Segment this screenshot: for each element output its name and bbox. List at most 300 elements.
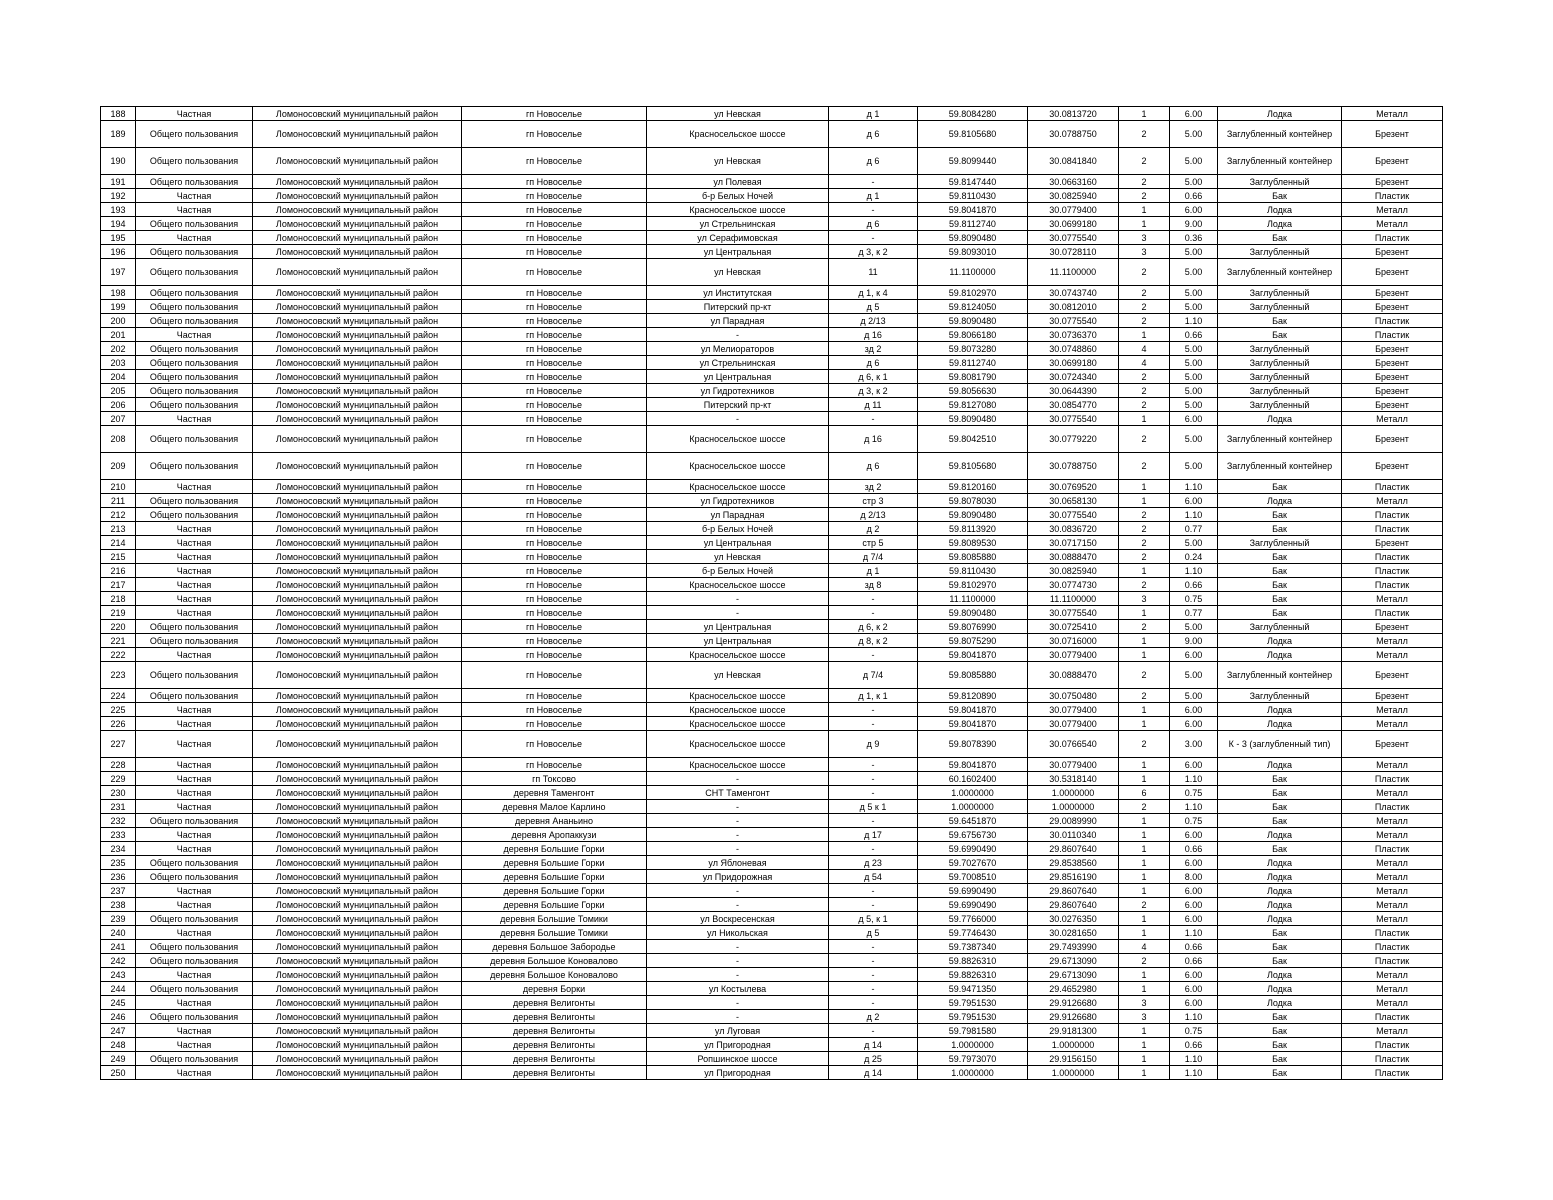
table-row [101,328,1443,342]
row-number-cell: 248 [101,1038,136,1052]
house-cell: д 1 [829,107,918,121]
row-number-cell: 198 [101,286,136,300]
latitude-cell: 59.8041870 [918,703,1028,717]
latitude-cell: 59.7766000 [918,912,1028,926]
volume-cell: 6.00 [1170,648,1218,662]
table-row [101,800,1443,814]
latitude-cell: 59.8090480 [918,606,1028,620]
settlement-cell: гп Новоселье [462,203,647,217]
longitude-cell: 30.0724340 [1028,370,1119,384]
volume-cell: 6.00 [1170,884,1218,898]
street-cell: ул Парадная [647,314,829,328]
volume-cell: 8.00 [1170,870,1218,884]
settlement-cell: гп Новоселье [462,356,647,370]
count-cell: 2 [1119,453,1170,480]
container-type-cell: Бак [1218,954,1342,968]
house-cell: д 1, к 4 [829,286,918,300]
district-cell: Ломоносовский муниципальный район [253,328,462,342]
container-type-cell: Бак [1218,1038,1342,1052]
row-number-cell: 188 [101,107,136,121]
district-cell: Ломоносовский муниципальный район [253,398,462,412]
street-cell: Питерский пр-кт [647,300,829,314]
district-cell: Ломоносовский муниципальный район [253,508,462,522]
longitude-cell: 30.0841840 [1028,148,1119,175]
count-cell: 1 [1119,634,1170,648]
table-row [101,314,1443,328]
volume-cell: 0.75 [1170,592,1218,606]
volume-cell: 0.36 [1170,231,1218,245]
district-cell: Ломоносовский муниципальный район [253,968,462,982]
row-number-cell: 242 [101,954,136,968]
volume-cell: 5.00 [1170,356,1218,370]
count-cell: 2 [1119,384,1170,398]
longitude-cell: 30.0716000 [1028,634,1119,648]
district-cell: Ломоносовский муниципальный район [253,800,462,814]
longitude-cell: 30.0788750 [1028,453,1119,480]
house-cell: д 6, к 2 [829,620,918,634]
latitude-cell: 59.8090480 [918,231,1028,245]
container-type-cell: Заглубленный контейнер [1218,453,1342,480]
row-number-cell: 193 [101,203,136,217]
street-cell: ул Институтская [647,286,829,300]
street-cell: - [647,884,829,898]
street-cell: Питерский пр-кт [647,398,829,412]
ownership-cell: Общего пользования [136,954,253,968]
latitude-cell: 59.7973070 [918,1052,1028,1066]
table-row [101,842,1443,856]
count-cell: 2 [1119,522,1170,536]
count-cell: 3 [1119,996,1170,1010]
row-number-cell: 217 [101,578,136,592]
latitude-cell: 59.8110430 [918,564,1028,578]
material-cell: Металл [1342,494,1443,508]
material-cell: Пластик [1342,231,1443,245]
house-cell: д 6 [829,121,918,148]
street-cell: ул Парадная [647,508,829,522]
settlement-cell: деревня Большие Горки [462,898,647,912]
longitude-cell: 29.9181300 [1028,1024,1119,1038]
latitude-cell: 59.7981580 [918,1024,1028,1038]
row-number-cell: 215 [101,550,136,564]
street-cell: ул Стрельнинская [647,217,829,231]
row-number-cell: 238 [101,898,136,912]
house-cell: - [829,786,918,800]
volume-cell: 1.10 [1170,480,1218,494]
district-cell: Ломоносовский муниципальный район [253,286,462,300]
house-cell: - [829,884,918,898]
settlement-cell: гп Новоселье [462,175,647,189]
house-cell: д 17 [829,828,918,842]
count-cell: 1 [1119,1052,1170,1066]
longitude-cell: 29.8607640 [1028,884,1119,898]
district-cell: Ломоносовский муниципальный район [253,606,462,620]
district-cell: Ломоносовский муниципальный район [253,634,462,648]
material-cell: Металл [1342,592,1443,606]
district-cell: Ломоносовский муниципальный район [253,384,462,398]
district-cell: Ломоносовский муниципальный район [253,1038,462,1052]
district-cell: Ломоносовский муниципальный район [253,203,462,217]
latitude-cell: 59.8041870 [918,203,1028,217]
settlement-cell: деревня Большое Забородье [462,940,647,954]
latitude-cell: 59.6990490 [918,842,1028,856]
container-type-cell: Лодка [1218,107,1342,121]
ownership-cell: Общего пользования [136,175,253,189]
settlement-cell: гп Новоселье [462,286,647,300]
house-cell: д 6 [829,356,918,370]
row-number-cell: 212 [101,508,136,522]
ownership-cell: Частная [136,772,253,786]
settlement-cell: гп Новоселье [462,148,647,175]
house-cell: д 7/4 [829,550,918,564]
house-cell: д 6 [829,148,918,175]
row-number-cell: 220 [101,620,136,634]
settlement-cell: гп Новоселье [462,398,647,412]
latitude-cell: 59.7008510 [918,870,1028,884]
house-cell: 11 [829,259,918,286]
row-number-cell: 250 [101,1066,136,1080]
container-type-cell: Бак [1218,940,1342,954]
material-cell: Металл [1342,758,1443,772]
table-row [101,300,1443,314]
count-cell: 2 [1119,578,1170,592]
settlement-cell: гп Новоселье [462,717,647,731]
table-row [101,536,1443,550]
row-number-cell: 222 [101,648,136,662]
longitude-cell: 29.8607640 [1028,842,1119,856]
row-number-cell: 225 [101,703,136,717]
ownership-cell: Частная [136,800,253,814]
latitude-cell: 59.6990490 [918,884,1028,898]
longitude-cell: 1.0000000 [1028,786,1119,800]
street-cell: - [647,940,829,954]
longitude-cell: 30.0854770 [1028,398,1119,412]
house-cell: стр 5 [829,536,918,550]
house-cell: - [829,982,918,996]
table-row [101,648,1443,662]
volume-cell: 0.66 [1170,328,1218,342]
table-row [101,772,1443,786]
street-cell: - [647,968,829,982]
house-cell: д 16 [829,328,918,342]
row-number-cell: 195 [101,231,136,245]
volume-cell: 5.00 [1170,398,1218,412]
row-number-cell: 237 [101,884,136,898]
volume-cell: 5.00 [1170,689,1218,703]
latitude-cell: 59.6451870 [918,814,1028,828]
ownership-cell: Общего пользования [136,453,253,480]
volume-cell: 5.00 [1170,245,1218,259]
table-row [101,1024,1443,1038]
row-number-cell: 241 [101,940,136,954]
ownership-cell: Частная [136,189,253,203]
count-cell: 4 [1119,356,1170,370]
row-number-cell: 207 [101,412,136,426]
volume-cell: 6.00 [1170,107,1218,121]
settlement-cell: деревня Большие Горки [462,870,647,884]
material-cell: Пластик [1342,772,1443,786]
volume-cell: 0.77 [1170,606,1218,620]
longitude-cell: 30.0779400 [1028,703,1119,717]
ownership-cell: Общего пользования [136,870,253,884]
district-cell: Ломоносовский муниципальный район [253,189,462,203]
settlement-cell: гп Новоселье [462,703,647,717]
longitude-cell: 29.9156150 [1028,1052,1119,1066]
longitude-cell: 30.0775540 [1028,412,1119,426]
settlement-cell: деревня Борки [462,982,647,996]
table-row [101,480,1443,494]
row-number-cell: 218 [101,592,136,606]
table-row [101,342,1443,356]
volume-cell: 5.00 [1170,426,1218,453]
street-cell: - [647,328,829,342]
settlement-cell: гп Новоселье [462,189,647,203]
ownership-cell: Общего пользования [136,940,253,954]
count-cell: 2 [1119,370,1170,384]
latitude-cell: 59.6990490 [918,898,1028,912]
material-cell: Брезент [1342,426,1443,453]
table-row [101,356,1443,370]
latitude-cell: 1.0000000 [918,786,1028,800]
settlement-cell: гп Новоселье [462,634,647,648]
container-type-cell: Лодка [1218,717,1342,731]
count-cell: 1 [1119,107,1170,121]
street-cell: б-р Белых Ночей [647,522,829,536]
volume-cell: 6.00 [1170,758,1218,772]
street-cell: ул Костылева [647,982,829,996]
street-cell: - [647,606,829,620]
row-number-cell: 227 [101,731,136,758]
longitude-cell: 30.0281650 [1028,926,1119,940]
district-cell: Ломоносовский муниципальный район [253,314,462,328]
house-cell: д 6 [829,217,918,231]
settlement-cell: гп Новоселье [462,231,647,245]
count-cell: 1 [1119,968,1170,982]
street-cell: Красносельское шоссе [647,731,829,758]
longitude-cell: 29.8607640 [1028,898,1119,912]
count-cell: 2 [1119,300,1170,314]
material-cell: Пластик [1342,522,1443,536]
district-cell: Ломоносовский муниципальный район [253,412,462,426]
row-number-cell: 201 [101,328,136,342]
row-number-cell: 235 [101,856,136,870]
count-cell: 1 [1119,703,1170,717]
latitude-cell: 59.9471350 [918,982,1028,996]
longitude-cell: 30.0775540 [1028,314,1119,328]
street-cell: Красносельское шоссе [647,121,829,148]
latitude-cell: 59.8120160 [918,480,1028,494]
material-cell: Пластик [1342,842,1443,856]
row-number-cell: 232 [101,814,136,828]
ownership-cell: Частная [136,828,253,842]
volume-cell: 5.00 [1170,620,1218,634]
material-cell: Металл [1342,217,1443,231]
longitude-cell: 30.0825940 [1028,564,1119,578]
container-type-cell: Бак [1218,578,1342,592]
settlement-cell: гп Новоселье [462,648,647,662]
table-row [101,370,1443,384]
count-cell: 1 [1119,217,1170,231]
district-cell: Ломоносовский муниципальный район [253,550,462,564]
latitude-cell: 59.8076990 [918,620,1028,634]
district-cell: Ломоносовский муниципальный район [253,245,462,259]
ownership-cell: Частная [136,926,253,940]
table-row [101,731,1443,758]
district-cell: Ломоносовский муниципальный район [253,731,462,758]
material-cell: Брезент [1342,662,1443,689]
district-cell: Ломоносовский муниципальный район [253,578,462,592]
latitude-cell: 59.8124050 [918,300,1028,314]
container-type-cell: Бак [1218,231,1342,245]
street-cell: Красносельское шоссе [647,203,829,217]
material-cell: Пластик [1342,954,1443,968]
settlement-cell: деревня Большие Томики [462,926,647,940]
count-cell: 1 [1119,412,1170,426]
ownership-cell: Частная [136,842,253,856]
table-row [101,662,1443,689]
settlement-cell: деревня Велигонты [462,1024,647,1038]
settlement-cell: деревня Велигонты [462,1038,647,1052]
street-cell: ул Гидротехников [647,384,829,398]
container-type-cell: Лодка [1218,703,1342,717]
settlement-cell: гп Новоселье [462,370,647,384]
table-row [101,828,1443,842]
volume-cell: 1.10 [1170,800,1218,814]
table-row [101,259,1443,286]
latitude-cell: 59.8056630 [918,384,1028,398]
latitude-cell: 59.7951530 [918,1010,1028,1024]
count-cell: 1 [1119,884,1170,898]
district-cell: Ломоносовский муниципальный район [253,870,462,884]
settlement-cell: гп Новоселье [462,508,647,522]
material-cell: Брезент [1342,286,1443,300]
count-cell: 2 [1119,259,1170,286]
house-cell: д 3, к 2 [829,245,918,259]
row-number-cell: 234 [101,842,136,856]
volume-cell: 1.10 [1170,1010,1218,1024]
container-type-cell: Лодка [1218,968,1342,982]
house-cell: д 2 [829,522,918,536]
count-cell: 1 [1119,1024,1170,1038]
ownership-cell: Общего пользования [136,370,253,384]
container-type-cell: Лодка [1218,856,1342,870]
settlement-cell: деревня Велигонты [462,996,647,1010]
count-cell: 2 [1119,800,1170,814]
district-cell: Ломоносовский муниципальный район [253,717,462,731]
count-cell: 1 [1119,758,1170,772]
row-number-cell: 229 [101,772,136,786]
table-row [101,564,1443,578]
district-cell: Ломоносовский муниципальный район [253,107,462,121]
house-cell: - [829,996,918,1010]
street-cell: ул Придорожная [647,870,829,884]
row-number-cell: 246 [101,1010,136,1024]
container-type-cell: Лодка [1218,758,1342,772]
material-cell: Пластик [1342,564,1443,578]
latitude-cell: 59.8084280 [918,107,1028,121]
material-cell: Металл [1342,968,1443,982]
container-type-cell: Заглубленный [1218,286,1342,300]
material-cell: Металл [1342,898,1443,912]
ownership-cell: Общего пользования [136,286,253,300]
container-type-cell: Бак [1218,328,1342,342]
table-row [101,286,1443,300]
longitude-cell: 30.0775540 [1028,606,1119,620]
container-type-cell: Бак [1218,772,1342,786]
longitude-cell: 30.0779400 [1028,717,1119,731]
row-number-cell: 233 [101,828,136,842]
row-number-cell: 223 [101,662,136,689]
settlement-cell: гп Новоселье [462,121,647,148]
volume-cell: 0.75 [1170,814,1218,828]
row-number-cell: 190 [101,148,136,175]
district-cell: Ломоносовский муниципальный район [253,648,462,662]
count-cell: 2 [1119,954,1170,968]
street-cell: - [647,814,829,828]
material-cell: Металл [1342,814,1443,828]
count-cell: 2 [1119,121,1170,148]
latitude-cell: 1.0000000 [918,800,1028,814]
settlement-cell: гп Новоселье [462,522,647,536]
latitude-cell: 59.8066180 [918,328,1028,342]
material-cell: Металл [1342,884,1443,898]
latitude-cell: 59.8085880 [918,550,1028,564]
ownership-cell: Частная [136,758,253,772]
latitude-cell: 59.8090480 [918,314,1028,328]
material-cell: Пластик [1342,508,1443,522]
volume-cell: 9.00 [1170,634,1218,648]
longitude-cell: 30.0788750 [1028,121,1119,148]
table-row [101,107,1443,121]
row-number-cell: 206 [101,398,136,412]
district-cell: Ломоносовский муниципальный район [253,148,462,175]
volume-cell: 1.10 [1170,772,1218,786]
longitude-cell: 30.0663160 [1028,175,1119,189]
row-number-cell: 243 [101,968,136,982]
row-number-cell: 245 [101,996,136,1010]
district-cell: Ломоносовский муниципальный район [253,662,462,689]
latitude-cell: 59.8090480 [918,412,1028,426]
settlement-cell: деревня Велигонты [462,1066,647,1080]
latitude-cell: 59.8110430 [918,189,1028,203]
district-cell: Ломоносовский муниципальный район [253,828,462,842]
ownership-cell: Общего пользования [136,259,253,286]
settlement-cell: гп Новоселье [462,328,647,342]
longitude-cell: 30.0836720 [1028,522,1119,536]
ownership-cell: Общего пользования [136,689,253,703]
longitude-cell: 30.0743740 [1028,286,1119,300]
settlement-cell: гп Новоселье [462,578,647,592]
table-row [101,689,1443,703]
longitude-cell: 30.0658130 [1028,494,1119,508]
settlement-cell: гп Новоселье [462,245,647,259]
longitude-cell: 29.9126680 [1028,996,1119,1010]
table-row [101,786,1443,800]
settlement-cell: деревня Велигонты [462,1052,647,1066]
count-cell: 1 [1119,926,1170,940]
house-cell: д 6, к 1 [829,370,918,384]
latitude-cell: 59.8093010 [918,245,1028,259]
house-cell: - [829,592,918,606]
count-cell: 2 [1119,314,1170,328]
container-type-cell: Бак [1218,842,1342,856]
table-body [101,107,1443,1080]
settlement-cell: гп Новоселье [462,314,647,328]
ownership-cell: Частная [136,328,253,342]
volume-cell: 6.00 [1170,203,1218,217]
container-type-cell: Заглубленный [1218,370,1342,384]
house-cell: зд 2 [829,342,918,356]
material-cell: Брезент [1342,245,1443,259]
